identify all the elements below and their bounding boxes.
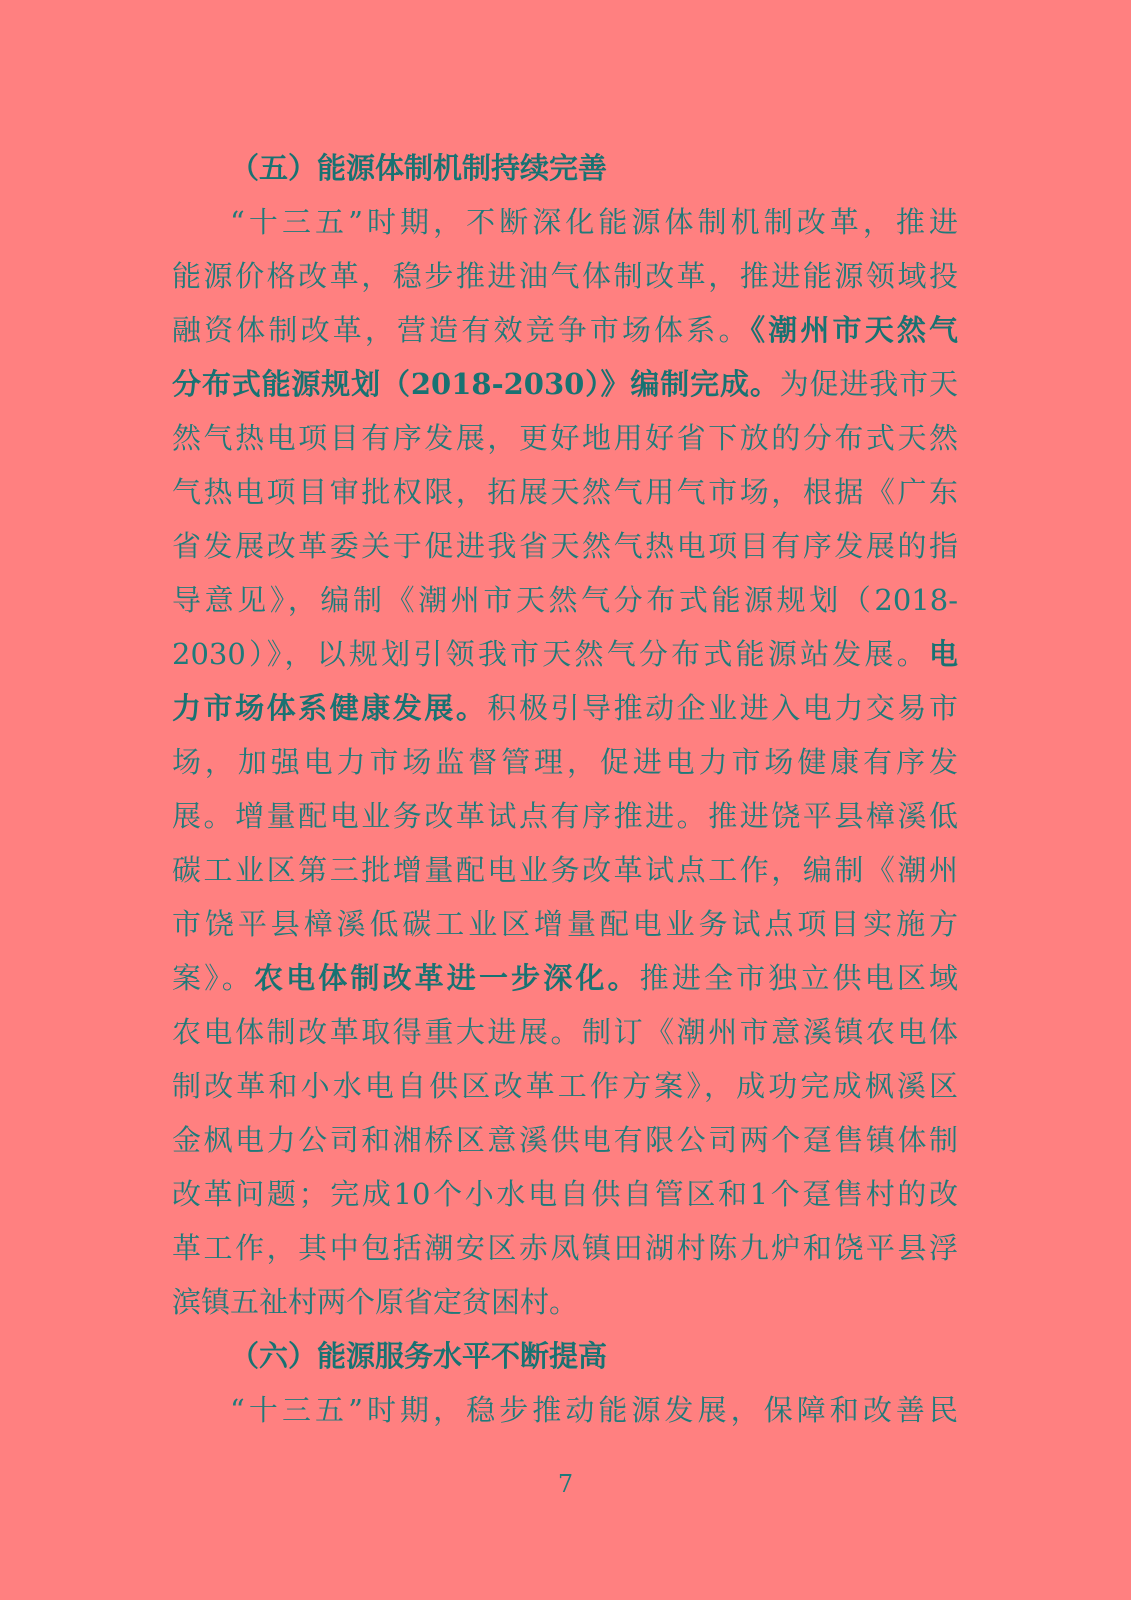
paragraph-line <box>172 951 958 1005</box>
text-segment: “十三五”时期，稳步推动能源发展，保障和改善民 <box>230 1393 958 1427</box>
text-segment: 省发展改革委关于促进我省天然气热电项目有序发展的指 <box>172 529 958 563</box>
section-heading-6: （六）能源服务水平不断提高 <box>230 1339 608 1373</box>
text-segment: 推进全市独立供电区域 <box>639 961 958 995</box>
text-segment: 农电体制改革取得重大进展。制订《潮州市意溪镇农电体 <box>172 1015 958 1049</box>
paragraph-line <box>172 249 958 303</box>
emphasis-segment: 《潮州市天然气 <box>750 313 958 347</box>
emphasis-segment: 农电体制改革进一步深化。 <box>253 961 640 995</box>
paragraph-line <box>172 843 958 897</box>
paragraph-line <box>172 519 958 573</box>
paragraph-line <box>172 1167 958 1221</box>
text-segment: 气热电项目审批权限，拓展天然气用气市场，根据《广东 <box>172 475 958 509</box>
text-segment: 案》。 <box>172 961 254 995</box>
text-segment: 积极引导推动企业进入电力交易市 <box>487 691 958 725</box>
section-heading-5: （五）能源体制机制持续完善 <box>230 151 608 185</box>
paragraph-line <box>172 1059 958 1113</box>
emphasis-segment: 力市场体系健康发展。 <box>172 691 488 725</box>
text-segment: 碳工业区第三批增量配电业务改革试点工作，编制《潮州 <box>172 853 958 887</box>
paragraph-line <box>172 627 958 681</box>
text-segment: 为促进我市天 <box>779 367 958 401</box>
emphasis-segment: 电 <box>928 637 958 671</box>
paragraph-line <box>172 1221 958 1275</box>
text-segment: 市饶平县樟溪低碳工业区增量配电业务试点项目实施方 <box>172 907 958 941</box>
paragraph-line <box>172 411 958 465</box>
document-body <box>172 141 958 1437</box>
text-segment: “十三五”时期，不断深化能源体制机制改革，推进 <box>230 205 958 239</box>
paragraph-line <box>172 789 958 843</box>
paragraph-line <box>172 303 958 357</box>
text-segment: 展。增量配电业务改革试点有序推进。推进饶平县樟溪低 <box>172 799 958 833</box>
paragraph-line <box>172 1005 958 1059</box>
text-segment: 滨镇五祉村两个原省定贫困村。 <box>172 1285 579 1319</box>
paragraph-line <box>172 195 958 249</box>
paragraph-line <box>172 357 958 411</box>
text-segment: 然气热电项目有序发展，更好地用好省下放的分布式天然 <box>172 421 958 455</box>
text-segment: 2030）》，以规划引领我市天然气分布式能源站发展。 <box>172 637 929 671</box>
page-number: 7 <box>557 1470 574 1498</box>
paragraph-line <box>172 1113 958 1167</box>
text-segment: 改革问题；完成10个小水电自供自管区和1个趸售村的改 <box>172 1177 958 1211</box>
paragraph-line <box>172 573 958 627</box>
paragraph-line <box>172 735 958 789</box>
text-segment: 金枫电力公司和湘桥区意溪供电有限公司两个趸售镇体制 <box>172 1123 958 1157</box>
text-segment: 能源价格改革，稳步推进油气体制改革，推进能源领域投 <box>172 259 958 293</box>
text-segment: 场，加强电力市场监督管理，促进电力市场健康有序发 <box>172 745 958 779</box>
emphasis-segment: 分布式能源规划（2018-2030）》编制完成。 <box>172 367 780 401</box>
paragraph-line <box>172 1383 958 1437</box>
text-segment: 导意见》，编制《潮州市天然气分布式能源规划（2018- <box>172 583 958 617</box>
paragraph-line <box>172 897 958 951</box>
paragraph-line <box>172 465 958 519</box>
text-segment: 制改革和小水电自供区改革工作方案》，成功完成枫溪区 <box>172 1069 958 1103</box>
paragraph-line <box>172 681 958 735</box>
text-segment: 融资体制改革，营造有效竞争市场体系。 <box>172 313 751 347</box>
paragraph-line <box>172 1275 958 1329</box>
text-segment: 革工作，其中包括潮安区赤凤镇田湖村陈九炉和饶平县浮 <box>172 1231 958 1265</box>
